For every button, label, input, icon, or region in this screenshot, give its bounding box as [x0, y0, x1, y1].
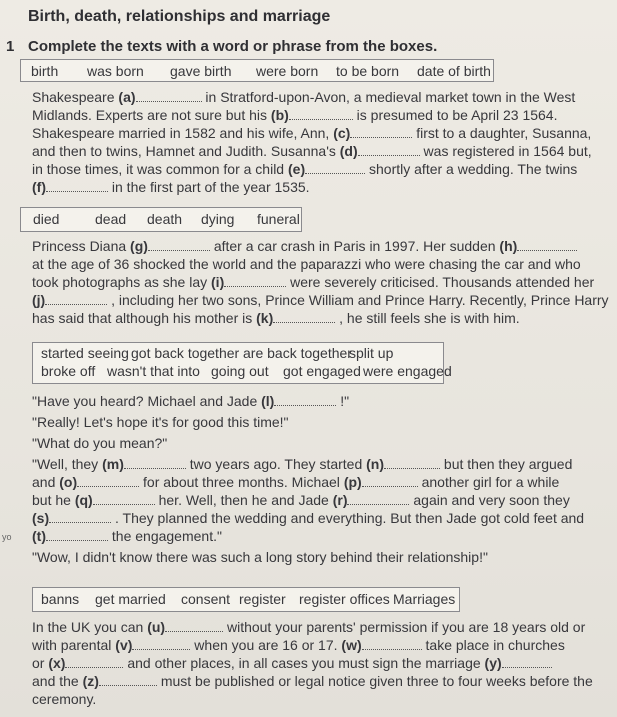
answer-blank[interactable]	[384, 456, 440, 469]
word-box-relationships	[32, 342, 452, 384]
text-line: Shakespeare (a) in Stratford-upon-Avon, a medieval market town in the West	[32, 89, 576, 105]
answer-blank[interactable]	[136, 89, 202, 102]
word-box-birth	[20, 59, 494, 82]
answer-blank[interactable]	[347, 492, 409, 505]
word-box-death	[20, 207, 302, 232]
word-box-item: Marriages	[393, 591, 456, 607]
answer-blank[interactable]	[45, 292, 107, 305]
answer-blank[interactable]	[289, 107, 353, 120]
word-box-item: wasn't that into	[107, 363, 200, 379]
answer-blank[interactable]	[65, 655, 123, 668]
text-line: (s) . They planned the wedding and everything. But then Jade got cold feet and	[32, 510, 585, 526]
text-line: or (x) and other places, in all cases you must sign the marriage (y)	[32, 655, 552, 672]
page-title: Birth, death, relationships and marriage	[28, 8, 331, 25]
word-box-item: dead	[95, 211, 127, 227]
text-line: In the UK you can (u) without your parents' permission if you are 18 years old or	[32, 619, 586, 635]
answer-blank[interactable]	[124, 456, 186, 469]
answer-blank[interactable]	[362, 637, 422, 650]
word-box-item: get married	[95, 591, 166, 607]
text-line: but he (q) her. Well, then he and Jade (r) again and very soon they	[32, 492, 570, 508]
text-line: and then to twins, Hamnet and Judith. Susanna's (d) was registered in 1564 but,	[32, 143, 592, 159]
text-line: at the age of 36 shocked the world and the paparazzi who were chasing the car and who	[32, 256, 581, 272]
word-box-item: got back together	[131, 345, 240, 361]
word-box-item: are back together	[243, 345, 352, 361]
text-line: (t) the engagement."	[32, 528, 222, 544]
word-box-item: to be born	[336, 63, 400, 79]
word-box-item: going out	[211, 363, 269, 379]
word-box-item: were born	[256, 63, 319, 79]
answer-blank[interactable]	[305, 161, 365, 174]
word-box-marriage	[32, 587, 460, 612]
exercise-instruction: Complete the texts with a word or phrase from the boxes.	[28, 38, 438, 55]
text-line: ceremony.	[32, 691, 97, 707]
answer-blank[interactable]	[273, 310, 335, 323]
word-box-item: were engaged	[363, 363, 452, 379]
word-box-item: broke off	[41, 363, 96, 379]
answer-blank[interactable]	[148, 238, 210, 251]
text-line: has said that although his mother is (k) , he still feels she is with him.	[32, 310, 520, 326]
text-line: (j) , including her two sons, Prince William and Prince Harry. Recently, Prince Harry	[32, 292, 609, 308]
word-box-item: consent	[181, 591, 231, 607]
text-line: "Wow, I didn't know there was such a long story behind their relationship!"	[32, 549, 488, 565]
text-line: "Really! Let's hope it's for good this time!"	[32, 414, 289, 430]
word-box-item: gave birth	[170, 63, 232, 79]
answer-blank[interactable]	[224, 274, 286, 287]
answer-blank[interactable]	[517, 238, 577, 251]
text-line: "Well, they (m) two years ago. They started (n) but then they argued	[32, 456, 573, 472]
word-box-item: got engaged	[283, 363, 361, 379]
word-box-item: funeral	[257, 211, 300, 227]
text-line: Princess Diana (g) after a car crash in Paris in 1997. Her sudden (h)	[32, 238, 577, 255]
text-line: Shakespeare married in 1582 and his wife, Ann, (c) first to a daughter, Susanna,	[32, 125, 592, 141]
answer-blank[interactable]	[49, 510, 111, 523]
answer-blank[interactable]	[350, 125, 412, 138]
word-box-item: register	[239, 591, 286, 607]
word-box-item: died	[33, 211, 60, 227]
text-line: "What do you mean?"	[32, 435, 168, 451]
word-box-item: birth	[31, 63, 59, 79]
word-box-item: split up	[349, 345, 394, 361]
text-line: "Have you heard? Michael and Jade (l) !"	[32, 393, 350, 409]
exercise-number: 1	[6, 38, 15, 55]
margin-mark: yo	[2, 532, 12, 542]
answer-blank[interactable]	[46, 179, 108, 192]
answer-blank[interactable]	[502, 655, 552, 668]
word-box-item: was born	[87, 63, 144, 79]
answer-blank[interactable]	[358, 143, 420, 156]
text-line: in those times, it was common for a child (e) shortly after a wedding. The twins	[32, 161, 578, 177]
answer-blank[interactable]	[165, 619, 223, 632]
answer-blank[interactable]	[274, 393, 336, 406]
word-box-item: death	[147, 211, 183, 227]
word-box-item: register offices	[299, 591, 390, 607]
text-line: (f) in the first part of the year 1535.	[32, 179, 310, 195]
word-box-item: banns	[41, 591, 80, 607]
word-box-item: date of birth	[417, 63, 491, 79]
answer-blank[interactable]	[77, 474, 139, 487]
text-line: and the (z) must be published or legal notice given three to four weeks before the	[32, 673, 593, 689]
answer-blank[interactable]	[99, 673, 157, 686]
text-line: took photographs as she lay (i) were severely criticised. Thousands attended her	[32, 274, 595, 290]
text-line: and (o) for about three months. Michael (p) another girl for a while	[32, 474, 560, 490]
word-box-item: started seeing	[41, 345, 129, 361]
answer-blank[interactable]	[362, 474, 418, 487]
text-line: with parental (v) when you are 16 or 17. (w) take place in churches	[32, 637, 565, 653]
answer-blank[interactable]	[132, 637, 190, 650]
answer-blank[interactable]	[46, 528, 108, 541]
word-box-item: dying	[201, 211, 235, 227]
answer-blank[interactable]	[93, 492, 155, 505]
text-line: Midlands. Experts are not sure but his (b) is presumed to be April 23 1564.	[32, 107, 558, 123]
